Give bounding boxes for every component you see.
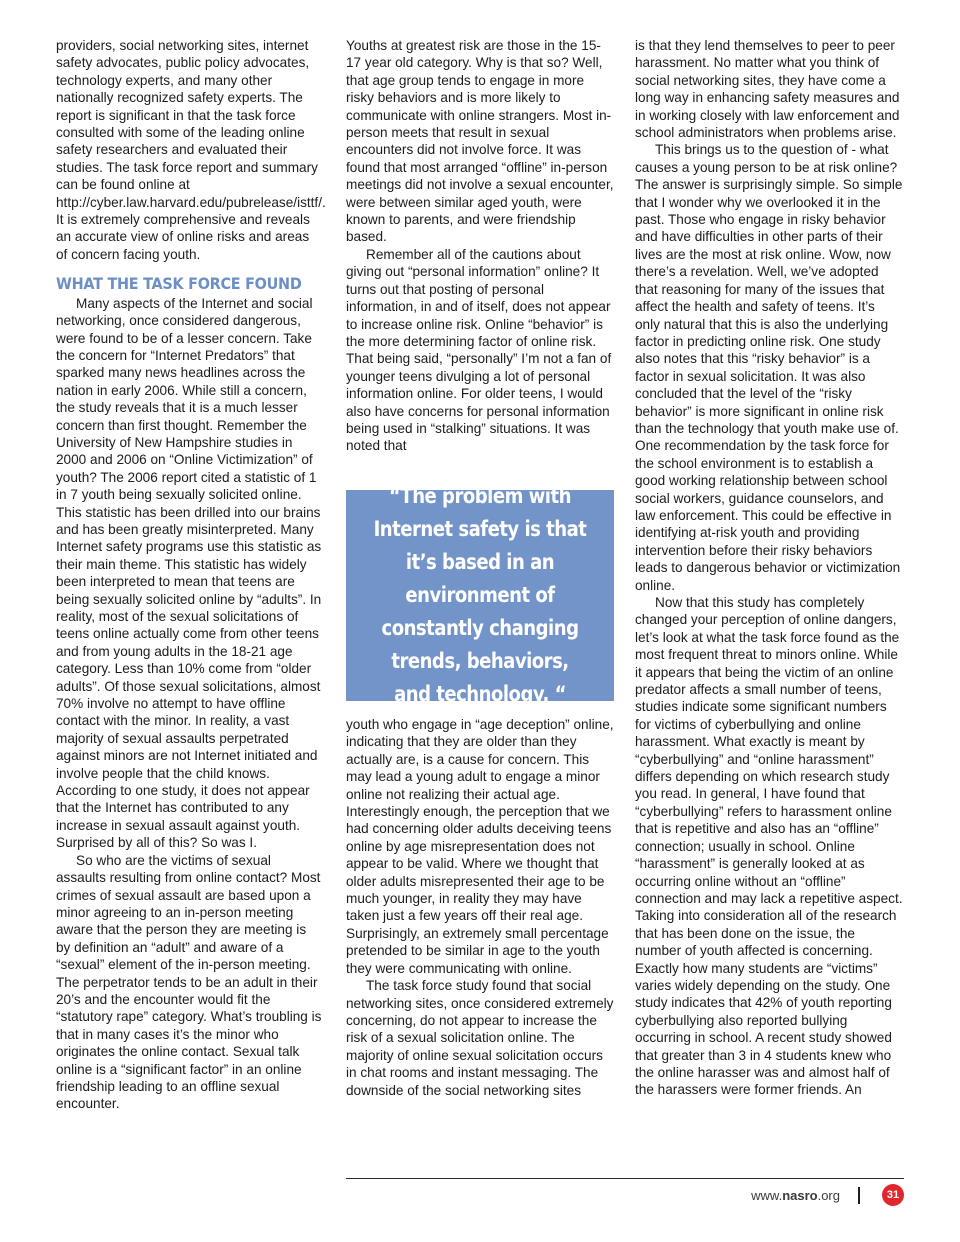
pull-quote-box <box>346 484 614 706</box>
body-paragraph: youth who engage in “age deception” online, indicating that they are older than they actually are, is a cause for concern. This may lead a young adult to engage a minor online not realizing their actual age. Interestingly enough, the perception that we had concerning older adults deceiving teens online by age misrepresentation does not appear to be valid. Where we thought that older adults misrepresented their age to be much younger, in reality they may have taken just a few years off their real age. Surprisingly, an extremely small percentage pretended to be similar in age to the youth they were communicating with online. <box>346 717 614 976</box>
page-number-badge: 31 <box>882 1184 904 1206</box>
site-url[interactable] <box>751 1188 840 1203</box>
url-domain: nasro <box>782 1187 818 1203</box>
footer-divider <box>346 1178 904 1179</box>
article-column-2-bottom <box>346 716 614 1099</box>
body-paragraph: providers, social networking sites, internet safety advocates, public policy advocates, technology experts, and many other nationally recognized safety experts. The report is significant in that the task force consulted with some of the leading online safety researchers and evaluated their studies. The task force report and summary can be found online at http://cyber.law.harvard.edu/pubrelease/isttf/. It is extremely comprehensive and reveals an accurate view of online risks and areas of concern facing youth. <box>56 38 326 262</box>
article-column-1 <box>56 37 324 1113</box>
body-paragraph: Youths at greatest risk are those in the 15-17 year old category. Why is that so? Well, that age group tends to engage in more risky behaviors and is more likely to communicate with online strangers. Most in-person meets that result in sexual encounters did not involve force. It was found that most arranged “offline” in-person meetings did not involve a sexual encounter, were between similar aged youth, were known to parents, and were friendship based. <box>346 38 614 245</box>
page-footer <box>751 1184 904 1206</box>
body-paragraph: is that they lend themselves to peer to peer harassment. No matter what you think of social networking sites, they have come a long way in enhancing safety measures and in working closely with law enforcement and school administrators when problems arise. <box>635 38 900 141</box>
article-column-3 <box>635 37 903 1099</box>
pull-quote-text: “The problem with Internet safety is that it’s based in an environment of constantly changing trends, behaviors, and technology. “ <box>373 484 587 706</box>
footer-separator <box>858 1187 860 1204</box>
url-prefix: www. <box>751 1187 783 1203</box>
body-paragraph: This brings us to the question of - what causes a young person to be at risk online? The answer is surprisingly simple. So simple that I wonder why we overlooked it in the past. Those who engage in risky behavior and have difficulties in other parts of their lives are the most at risk online. Wow, now there’s a revelation. Well, we’ve adopted that reasoning for many of the issues that affect the health and safety of teens. It’s only natural that this is also the underlying factor in predicting online risk. One study also notes that this “risky behavior” is a factor in sexual solicitation. It was also concluded that the level of the “risky behavior” is more significant in online risk than the technology that youth make use of. One recommendation by the task force for the school environment is to establish a good working relationship between school social workers, guidance counselors, and law enforcement. This could be effective in identifying at-risk youth and providing intervention before their risky behaviors leads to dangerous behavior or victimization online. <box>635 142 903 593</box>
body-paragraph: Many aspects of the Internet and social networking, once considered dangerous, were found to be of a lesser concern. Take the concern for “Internet Predators” that sparked many news headlines across the nation in early 2006. While still a concern, the study reveals that it is a much lesser concern than first thought. Remember the University of New Hampshire studies in 2000 and 2006 on “Online Victimization” of youth? The 2006 report cited a statistic of 1 in 7 youth being sexually solicited online. This statistic has been drilled into our brains and has been greatly misinterpreted. Many Internet safety programs use this statistic as their main theme. This statistic has widely been interpreted to mean that teens are being sexually solicited online by “adults”. In reality, most of the sexual solicitations of teens online actually come from other teens and from young adults in the 18-21 age category. Less than 10% come from “older adults”. Of those sexual solicitations, almost 70% involve no attempt to have offline contact with the minor. In reality, a vast majority of sexual assaults perpetrated against minors are not Internet initiated and involve people that the child knows. According to one study, it does not appear that the Internet has contributed to any increase in sexual assault against youth. Surprised by all of this? So was I. <box>56 295 322 851</box>
article-column-2-top <box>346 37 614 455</box>
body-paragraph: Now that this study has completely changed your perception of online dangers, let’s look at what the task force found as the most frequent threat to minors online. While it appears that being the victim of an online predator affects a small number of teens, studies indicate some significant numbers for victims of cyberbullying and online harassment. What exactly is meant by “cyberbullying” and “online harassment” differs depending on which research study you read. In general, I have found that “cyberbullying” refers to harassment online that is repetitive and also has an “offline” connection; usually in school. Online “harassment” is generally looked at as occurring online without an “offline” connection and may lack a repetitive aspect. Taking into consideration all of the research that has been done on the issue, the number of youth affected is concerning. Exactly how many students are “victims” varies widely depending on the study. One study indicates that 42% of youth reporting cyberbullying also reported bullying occurring in school. A recent study showed that greater than 3 in 4 students knew who the online harasser was and almost half of the harassers were former friends. An <box>635 595 903 1098</box>
section-heading: WHAT THE TASK FORCE FOUND <box>56 274 302 294</box>
body-paragraph: The task force study found that social networking sites, once considered extremely concerning, do not appear to increase the risk of a sexual solicitation online. The majority of online sexual solicitation occurs in chat rooms and instant messaging. The downside of the social networking sites <box>346 978 614 1098</box>
body-paragraph: So who are the victims of sexual assaults resulting from online contact? Most crimes of sexual assault are based upon a minor agreeing to an in-person meeting aware that the person they are meeting is by definition an “adult” and aware of a “sexual” element of the in-person meeting. The perpetrator tends to be an adult in their 20’s and the encounter would fit the “statutory rape” category. What’s troubling is that in many cases it’s the minor who originates the online contact. Sexual talk online is a “significant factor” in an online friendship leading to an offline sexual encounter. <box>56 852 322 1112</box>
url-suffix: .org <box>817 1187 840 1203</box>
body-paragraph: Remember all of the cautions about giving out “personal information” online? It turns out that posting of personal information, in and of itself, does not appear to increase online risk. Online “behavior” is the more determining factor of online risk. That being said, “personally” I’m not a fan of younger teens divulging a lot of personal information online. For older teens, I would also have concerns for personal information being used in “stalking” situations. It was noted that <box>346 246 612 454</box>
